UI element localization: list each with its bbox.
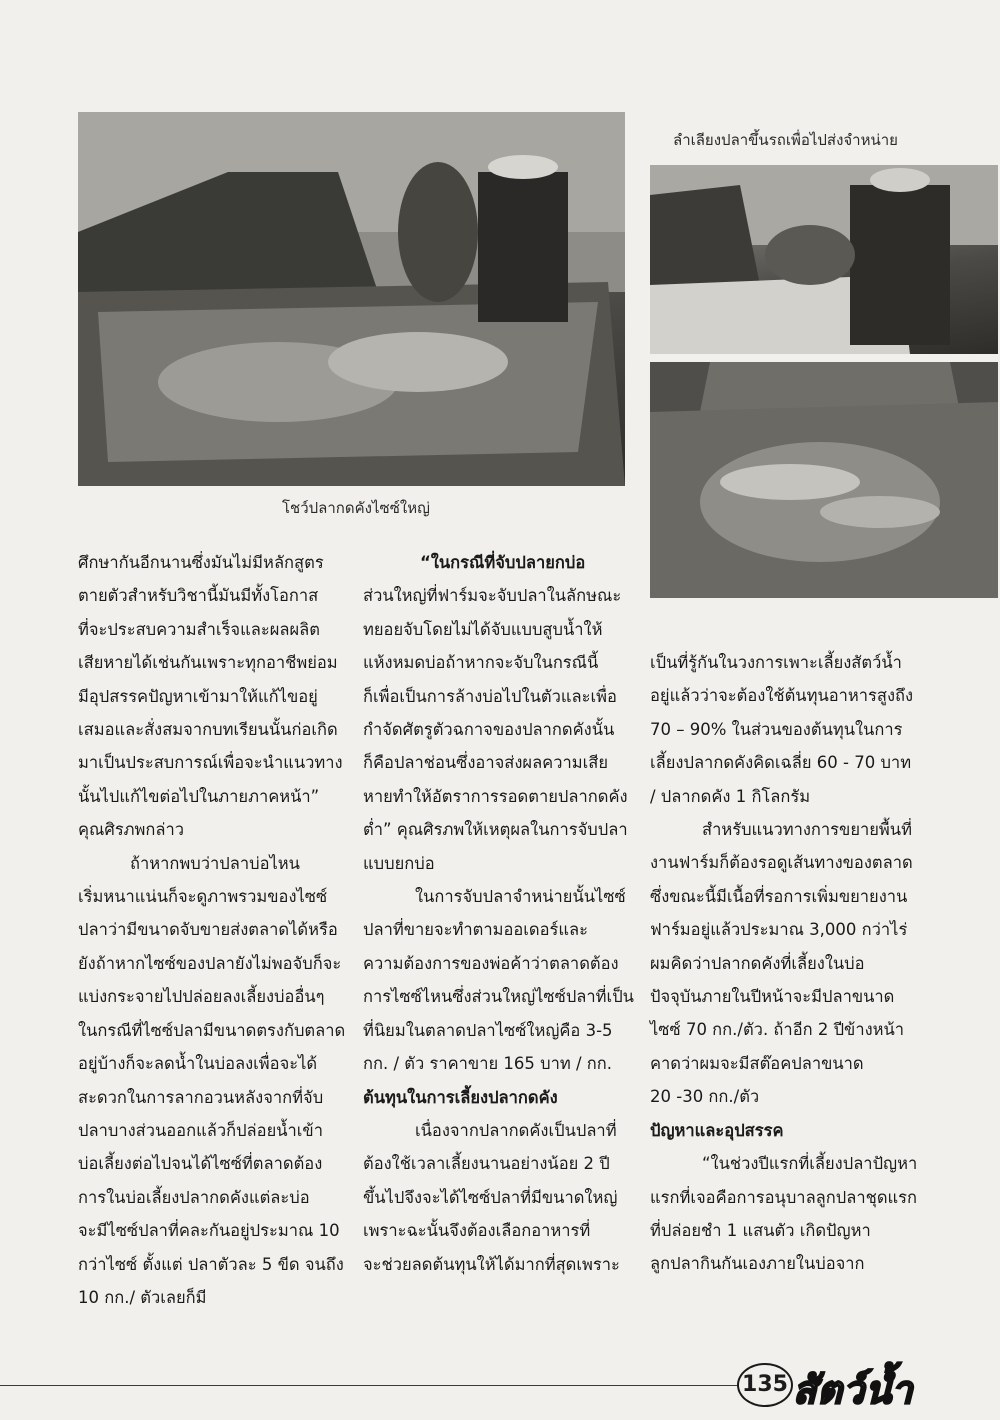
text-line: 10 กก./ ตัวเลยก็มี	[78, 1287, 207, 1307]
text-line: ก็เพื่อเป็นการล้างบ่อไปในตัวและเพื่อ	[363, 686, 617, 706]
text-column-middle	[363, 546, 648, 1281]
text-line: งานฟาร์มก็ต้องรอดูเส้นทางของตลาด	[650, 853, 913, 873]
text-line: เริ่มหนาแน่นก็จะดูภาพรวมของไซซ์	[78, 887, 328, 907]
text-line: เลี้ยงปลากดคังคิดเฉลี่ย 60 - 70 บาท	[650, 753, 912, 773]
text-line: ต้องใช้เวลาเลี้ยงนานอย่างน้อย 2 ปี	[363, 1154, 610, 1174]
text-line: / ปลากดคัง 1 กิโลกรัม	[650, 786, 811, 806]
text-line: แห้งหมดบ่อถ้าหากจะจับในกรณีนี้	[363, 653, 599, 673]
text-line: ที่ปล่อยชำ 1 แสนตัว เกิดปัญหา	[650, 1220, 871, 1240]
photo-fisherman-truck	[78, 112, 625, 486]
text-line: สำหรับแนวทางการขยายพื้นที่	[702, 820, 912, 840]
text-line: การในบ่อเลี้ยงปลากดคังแต่ละบ่อ	[78, 1187, 310, 1207]
photo-truck-bed-fish	[650, 362, 998, 598]
footer-divider	[0, 1385, 740, 1386]
section-heading: ต้นทุนในการเลี้ยงปลากดคัง	[363, 1087, 558, 1107]
text-line: ไซซ์ 70 กก./ตัว. ถ้าอีก 2 ปีข้างหน้า	[650, 1020, 905, 1040]
photo-icon	[78, 112, 625, 486]
photo-caption-right: ลำเลียงปลาขึ้นรถเพื่อไปส่งจำหน่าย	[673, 131, 898, 149]
text-line: ถ้าหากพบว่าปลาบ่อไหน	[130, 853, 300, 873]
text-line: ศึกษากันอีกนานซึ่งมันไม่มีหลักสูตร	[78, 553, 324, 572]
text-line: ขึ้นไปจึงจะได้ไซซ์ปลาที่มีขนาดใหญ่	[363, 1187, 618, 1207]
text-line: กำจัดศัตรูตัวฉกาจของปลากดคังนั้น	[363, 720, 615, 740]
text-line: สะดวกในการลากอวนหลังจากที่จับ	[78, 1087, 324, 1107]
text-line: เพราะฉะนั้นจึงต้องเลือกอาหารที่	[363, 1221, 591, 1241]
text-line: จะช่วยลดต้นทุนให้ได้มากที่สุดเพราะ	[363, 1254, 620, 1274]
text-line: จะมีไซซ์ปลาที่คละกันอยู่ประมาณ 10	[78, 1221, 340, 1241]
text-line: ปลาว่ามีขนาดจับขายส่งตลาดได้หรือ	[78, 920, 338, 940]
text-line: มีอุปสรรคปัญหาเข้ามาให้แก้ไขอยู่	[78, 686, 318, 706]
text-line: คุณศิรภพกล่าว	[78, 820, 185, 840]
text-line: ส่วนใหญ่ที่ฟาร์มจะจับปลาในลักษณะ	[363, 586, 622, 606]
text-line: คาดว่าผมจะมีสต๊อคปลาขนาด	[650, 1053, 864, 1073]
text-line: ปลาที่ขายจะทำตามออเดอร์และ	[363, 920, 589, 940]
text-line: ในกรณีที่ไซซ์ปลามีขนาดตรงกับตลาด	[78, 1020, 346, 1040]
text-line: เป็นที่รู้กันในวงการเพาะเลี้ยงสัตว์น้ำ	[650, 653, 902, 672]
text-line: ปัจจุบันภายในปีหน้าจะมีปลาขนาด	[650, 987, 895, 1007]
magazine-logo: สัตว์น้ำ	[793, 1368, 914, 1412]
photo-caption-left: โชว์ปลากดคังไซซ์ใหญ่	[282, 499, 430, 517]
text-line: ซึ่งขณะนี้มีเนื้อที่รอการเพิ่มขยายงาน	[650, 886, 908, 906]
text-line: ที่จะประสบความสำเร็จและผลผลิต	[78, 619, 320, 639]
photo-loading-fish	[650, 165, 998, 354]
text-line: ลูกปลากินกันเองภายในบ่อจาก	[650, 1254, 865, 1274]
section-heading: ปัญหาและอุปสรรค	[650, 1120, 784, 1140]
text-line: ทยอยจับโดยไม่ได้จับแบบสูบน้ำให้	[363, 619, 603, 639]
text-line: การไซซ์ไหนซึ่งส่วนใหญ่ไซซ์ปลาที่เป็น	[363, 987, 634, 1007]
text-line: “ในช่วงปีแรกที่เลี้ยงปลาปัญหา	[702, 1154, 918, 1174]
page-number: 135	[737, 1363, 793, 1407]
text-line: ฟาร์มอยู่แล้วประมาณ 3,000 กว่าไร่	[650, 920, 908, 940]
text-line: ปลาบางส่วนออกแล้วก็ปล่อยน้ำเข้า	[78, 1120, 323, 1140]
text-column-right	[650, 646, 950, 1281]
text-line: อยู่แล้วว่าจะต้องใช้ต้นทุนอาหารสูงถึง	[650, 686, 914, 706]
photo-icon	[650, 165, 998, 354]
text-line: ก็คือปลาช่อนซึ่งอาจส่งผลความเสีย	[363, 753, 609, 773]
text-line: มาเป็นประสบการณ์เพื่อจะนำแนวทาง	[78, 753, 343, 773]
photo-icon	[650, 362, 998, 598]
text-line: เนื่องจากปลากดคังเป็นปลาที่	[415, 1120, 617, 1140]
text-line: นั้นไปแก้ไขต่อไปในภายภาคหน้า”	[78, 786, 320, 806]
section-heading: “ในกรณีที่จับปลายกบ่อ	[420, 553, 586, 572]
text-column-left	[78, 546, 363, 1314]
text-line: กว่าไซซ์ ตั้งแต่ ปลาตัวละ 5 ขีด จนถึง	[78, 1254, 344, 1274]
text-line: แรกที่เจอคือการอนุบาลลูกปลาชุดแรก	[650, 1187, 918, 1207]
text-line: ยังถ้าหากไซซ์ของปลายังไม่พอจับก็จะ	[78, 953, 342, 973]
text-line: กก. / ตัว ราคาขาย 165 บาท / กก.	[363, 1054, 613, 1074]
text-line: ความต้องการของพ่อค้าว่าตลาดต้อง	[363, 953, 619, 973]
text-line: แบ่งกระจายไปปล่อยลงเลี้ยงบ่ออื่นๆ	[78, 987, 325, 1007]
text-line: แบบยกบ่อ	[363, 853, 435, 873]
text-line: บ่อเลี้ยงต่อไปจนได้ไซซ์ที่ตลาดต้อง	[78, 1154, 323, 1174]
text-line: หายทำให้อัตราการรอดตายปลากดคัง	[363, 786, 628, 806]
text-line: ที่นิยมในตลาดปลาไซซ์ใหญ่คือ 3-5	[363, 1020, 613, 1040]
text-line: เสียหายได้เช่นกันเพราะทุกอาชีพย่อม	[78, 653, 338, 673]
text-line: อยู่บ้างก็จะลดน้ำในบ่อลงเพื่อจะได้	[78, 1054, 318, 1074]
text-line: ตายตัวสำหรับวิชานี้มันมีทั้งโอกาส	[78, 586, 319, 606]
text-line: ต่ำ” คุณศิรภพให้เหตุผลในการจับปลา	[363, 820, 628, 840]
text-line: ในการจับปลาจำหน่ายนั้นไซซ์	[415, 887, 626, 907]
text-line: เสมอและสั่งสมจากบทเรียนนั้นก่อเกิด	[78, 720, 338, 740]
text-line: 70 – 90% ในส่วนของต้นทุนในการ	[650, 719, 903, 739]
text-line: 20 -30 กก./ตัว	[650, 1087, 760, 1107]
text-line: ผมคิดว่าปลากดคังที่เลี้ยงในบ่อ	[650, 953, 865, 973]
